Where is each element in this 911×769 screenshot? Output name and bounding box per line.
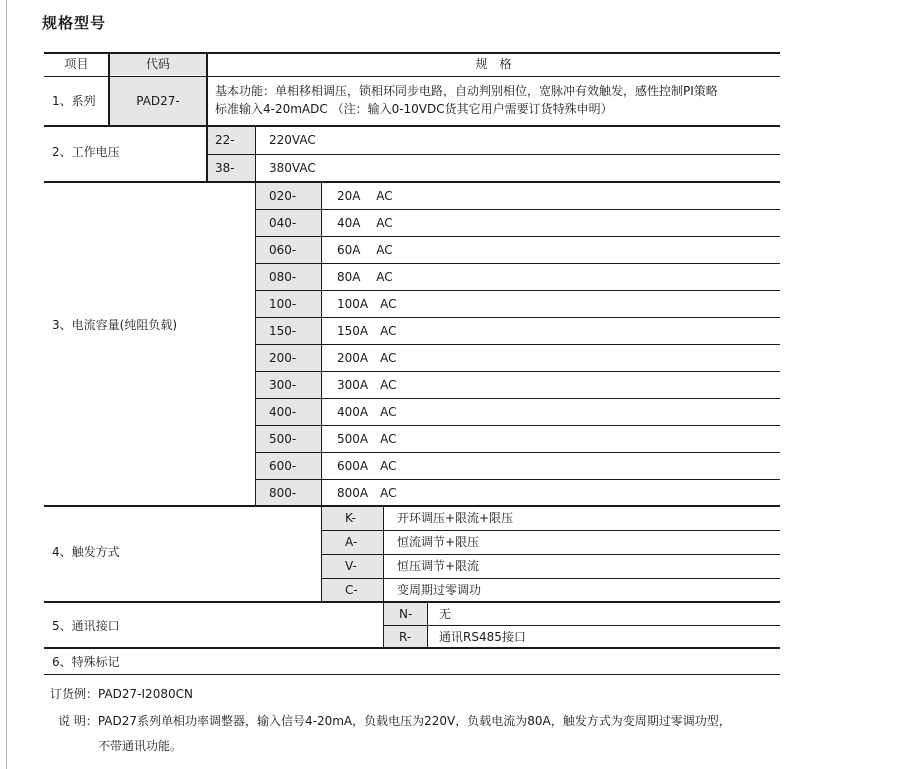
comm-code: R- bbox=[399, 629, 412, 644]
current-value: 600A AC bbox=[337, 458, 397, 473]
current-code: 080- bbox=[269, 269, 297, 284]
rule bbox=[255, 263, 780, 264]
rule-top bbox=[44, 52, 780, 54]
note-line2: 不带通讯功能。 bbox=[98, 739, 183, 753]
current-value: 300A AC bbox=[337, 377, 397, 392]
rule bbox=[255, 452, 780, 453]
rule bbox=[255, 398, 780, 399]
comm-value: 无 bbox=[439, 606, 452, 621]
current-code: 600- bbox=[269, 458, 297, 473]
trigger-code: A- bbox=[345, 535, 358, 549]
series-item: 1、系列 bbox=[52, 94, 96, 108]
current-value: 500A AC bbox=[337, 431, 397, 446]
rule bbox=[255, 425, 780, 426]
rule bbox=[383, 625, 780, 626]
vrule bbox=[383, 506, 384, 648]
rule bbox=[44, 125, 780, 127]
current-value: 40A AC bbox=[337, 215, 393, 230]
current-code: 500- bbox=[269, 431, 297, 446]
trigger-code: K- bbox=[345, 511, 356, 525]
vrule bbox=[206, 52, 208, 182]
series-desc-line2: 标准输入4-20mADC （注：输入0-10VDC货其它用户需要订货特殊申明） bbox=[215, 102, 613, 116]
rule bbox=[255, 371, 780, 372]
comm-code: N- bbox=[399, 606, 413, 621]
header-code: 代码 bbox=[145, 57, 170, 71]
rule bbox=[207, 154, 780, 155]
current-item: 3、电流容量(纯阻负载) bbox=[52, 318, 177, 332]
trigger-code: C- bbox=[345, 583, 358, 597]
current-value: 150A AC bbox=[337, 323, 397, 338]
rule bbox=[44, 505, 780, 507]
trigger-value: 开环调压+限流+限压 bbox=[397, 511, 514, 525]
rule bbox=[44, 647, 780, 649]
rule bbox=[44, 181, 780, 183]
current-code: 020- bbox=[269, 188, 297, 203]
special-item: 6、特殊标记 bbox=[52, 655, 120, 669]
rule bbox=[255, 236, 780, 237]
rule bbox=[44, 76, 780, 77]
note-line1: 说 明：PAD27系列单相功率调整器，输入信号4-20mA，负载电压为220V，负载电流为80A，触发方式为变周期过零调功型， bbox=[58, 714, 731, 728]
voltage-value: 220VAC bbox=[269, 133, 316, 147]
current-value: 400A AC bbox=[337, 404, 397, 419]
spec-table bbox=[44, 52, 780, 676]
rule bbox=[255, 344, 780, 345]
rule bbox=[255, 479, 780, 480]
rule bbox=[321, 554, 780, 555]
voltage-code: 38- bbox=[215, 161, 235, 175]
vrule bbox=[321, 182, 322, 602]
trigger-item: 4、触发方式 bbox=[52, 545, 120, 559]
vrule bbox=[108, 52, 110, 126]
current-value: 200A AC bbox=[337, 350, 397, 365]
current-code: 300- bbox=[269, 377, 297, 392]
current-value: 80A AC bbox=[337, 269, 393, 284]
current-value: 800A AC bbox=[337, 485, 397, 500]
page-title: 规格型号 bbox=[42, 14, 107, 32]
current-value: 20A AC bbox=[337, 188, 393, 203]
trigger-value: 恒压调节+限流 bbox=[397, 559, 480, 573]
rule bbox=[44, 601, 780, 603]
order-example: 订货例：PAD27-I2080CN bbox=[50, 687, 193, 701]
voltage-item: 2、工作电压 bbox=[52, 145, 120, 159]
current-code: 100- bbox=[269, 296, 297, 311]
current-value: 60A AC bbox=[337, 242, 393, 257]
trigger-code: V- bbox=[345, 559, 357, 573]
comm-value: 通讯RS485接口 bbox=[439, 629, 526, 644]
rule-bottom bbox=[44, 674, 780, 675]
voltage-value: 380VAC bbox=[269, 161, 316, 175]
rule bbox=[321, 530, 780, 531]
rule bbox=[321, 578, 780, 579]
vrule bbox=[255, 126, 256, 506]
current-code: 150- bbox=[269, 323, 297, 338]
comm-item: 5、通讯接口 bbox=[52, 619, 120, 633]
current-code: 060- bbox=[269, 242, 297, 257]
current-code: 400- bbox=[269, 404, 297, 419]
rule bbox=[255, 317, 780, 318]
current-code: 200- bbox=[269, 350, 297, 365]
current-code: 040- bbox=[269, 215, 297, 230]
trigger-value: 恒流调节+限压 bbox=[397, 535, 480, 549]
series-desc-line1: 基本功能：单相移相调压，锁相环同步电路，自动判别相位，宽脉冲有效触发，感性控制PI策略 bbox=[215, 84, 718, 98]
header-item: 项目 bbox=[64, 57, 89, 71]
trigger-value: 变周期过零调功 bbox=[397, 583, 482, 597]
rule bbox=[255, 290, 780, 291]
vrule bbox=[427, 602, 428, 648]
voltage-code: 22- bbox=[215, 133, 235, 147]
series-code: PAD27- bbox=[136, 94, 180, 108]
current-value: 100A AC bbox=[337, 296, 397, 311]
rule bbox=[255, 209, 780, 210]
header-spec: 规 格 bbox=[475, 57, 512, 71]
page-left-margin-rule bbox=[6, 0, 7, 769]
current-code: 800- bbox=[269, 485, 297, 500]
